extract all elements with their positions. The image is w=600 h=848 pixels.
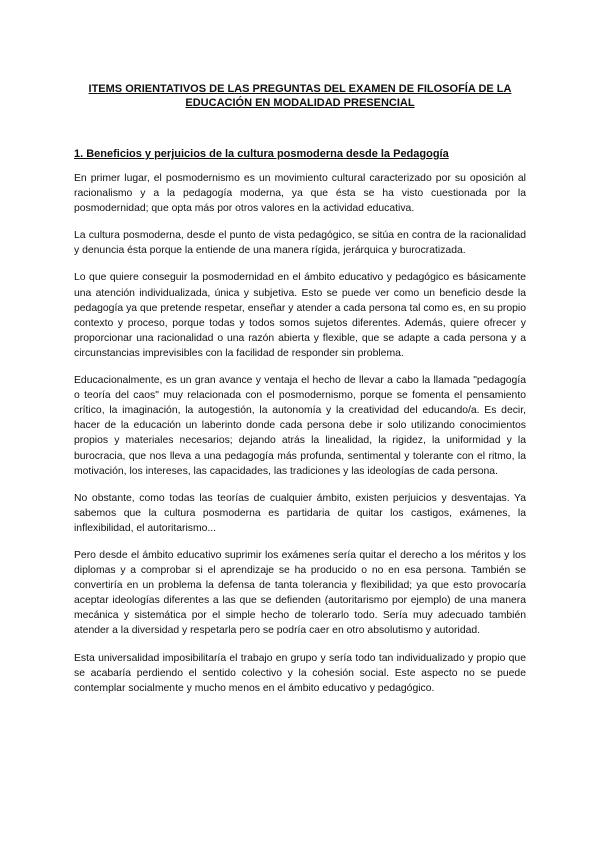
document-title: ITEMS ORIENTATIVOS DE LAS PREGUNTAS DEL EXAMEN DE FILOSOFÍA DE LA EDUCACIÓN EN MODALIDAD PRESENCIAL (88, 83, 512, 109)
paragraph-6: Pero desde el ámbito educativo suprimir los exámenes sería quitar el derecho a los méritos y los diplomas y a comprobar si el aprendizaje se ha producido o no en esa persona. También se convertiría en un problema la defensa de tanta tolerancia y flexibilidad; ya que esto provocaría aceptar ideologías diferentes a las que se defienden (autoritarismo por ejemplo) de una manera mecánica y sistemática por el simple hecho de tolerarlo todo. Sería muy adecuado también atender a la diversidad y respetarla pero se podría caer en otro absolutismo y autoridad. (74, 549, 526, 637)
paragraph-4: Educacionalmente, es un gran avance y ventaja el hecho de llevar a cabo la llamada "pedagogía o teoría del caos" muy relacionada con el posmodernismo, porque se fomenta el pensamiento crítico, la imaginación, la autogestión, la autonomía y la creatividad del educando/a. Es decir, hacer de la educación un laberinto donde cada persona debe ir solo utilizando conocimientos propios y materiales necesarios; dejando atrás la linealidad, la rigidez, la uniformidad y la burocracia, que nos lleva a una pedagogía más profunda, sentimental y tolerante con el ritmo, la motivación, los intereses, las capacidades, las tradiciones y las ideologías de cada persona. (74, 375, 526, 477)
paragraph-7: Esta universalidad imposibilitaría el trabajo en grupo y sería todo tan individualizado y propio que se acabaría perdiendo el sentido colectivo y la cohesión social. Este aspecto no se puede contemplar socialmente y mucho menos en el ámbito educativo y pedagógico. (74, 652, 526, 694)
paragraph-5: No obstante, como todas las teorías de cualquier ámbito, existen perjuicios y desventajas. Ya sabemos que la cultura posmoderna es partidaria de quitar los castigos, exámenes, la inflexibilidad, el autoritarismo... (74, 492, 526, 534)
section-heading: 1. Beneficios y perjuicios de la cultura posmoderna desde la Pedagogía (74, 148, 449, 160)
paragraph-3: Lo que quiere conseguir la posmodernidad en el ámbito educativo y pedagógico es básicamente una atención individualizada, única y subjetiva. Esto se puede ver como un beneficio desde la pedagogía ya que pretende respetar, enseñar y atender a cada persona tal como es, en su propio contexto y proceso, porque todas y todos somos sujetos diferentes. Además, quiere ofrecer y proporcionar una racionalidad o una razón abierta y flexible, que se adapte a cada persona y a circunstancias imprevisibles con la facilidad de responder sin problema. (74, 272, 526, 359)
paragraph-1: En primer lugar, el posmodernismo es un movimiento cultural caracterizado por su oposición al racionalismo y a la pedagogía moderna, ya que ésta se ha visto cuestionada por la posmodernidad; que opta más por otros valores en la actividad educativa. (74, 173, 526, 215)
paragraph-2: La cultura posmoderna, desde el punto de vista pedagógico, se sitúa en contra de la racionalidad y denuncia ésta porque la entiende de una manera rígida, jerárquica y burocratizada. (74, 230, 526, 257)
section-body (74, 171, 526, 708)
